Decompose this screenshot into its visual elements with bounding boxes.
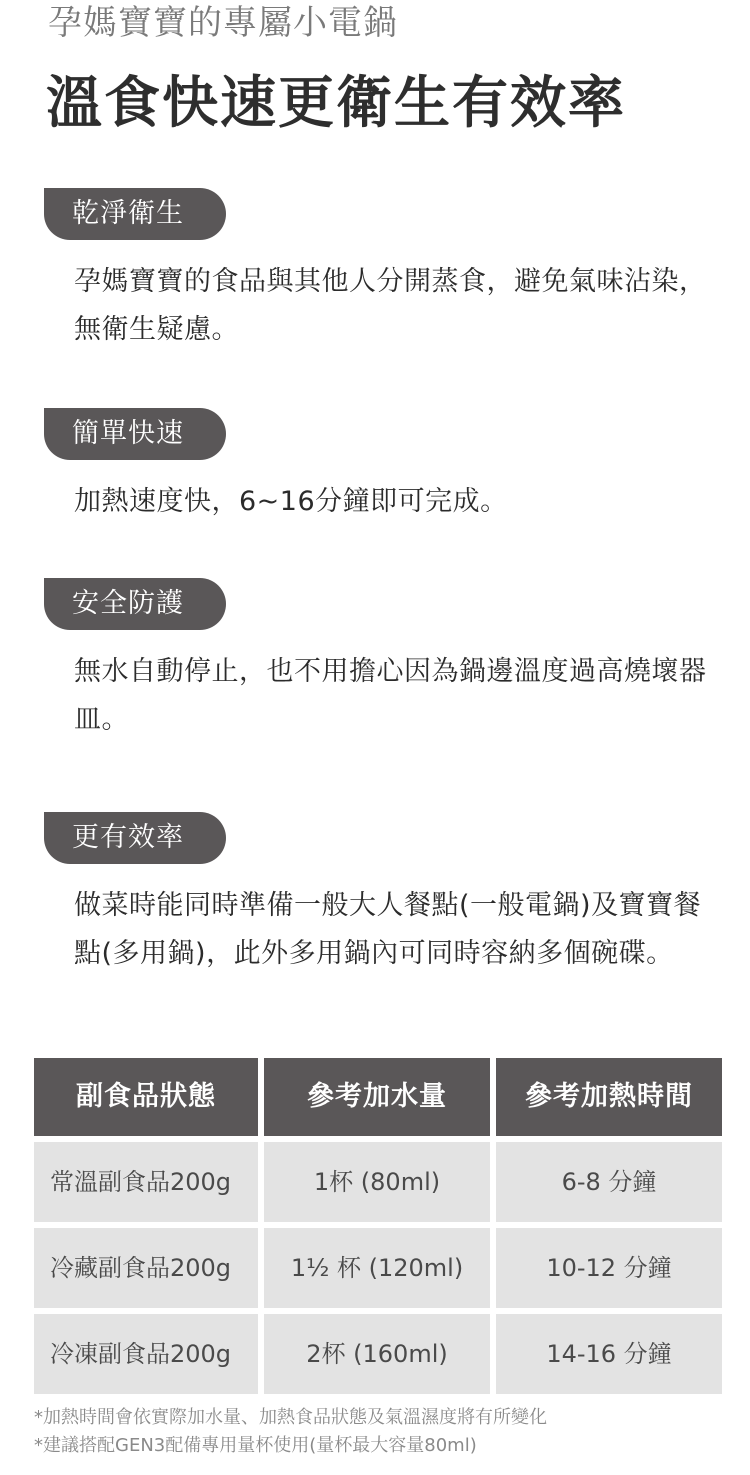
- feature-section-safety: [44, 578, 724, 744]
- feature-badge: 簡單快速: [44, 408, 226, 460]
- table-header-cell: 參考加熱時間: [496, 1058, 722, 1136]
- footnote: *加熱時間會依實際加水量、加熱食品狀態及氣溫濕度將有所變化: [34, 1407, 547, 1428]
- table-cell-state: 冷凍副食品200g: [34, 1314, 258, 1394]
- feature-description: 孕媽寶寶的食品與其他人分開蒸食，避免氣味沾染，無衛生疑慮。: [74, 266, 707, 345]
- feature-description: 做菜時能同時準備一般大人餐點(一般電鍋)及寶寶餐點(多用鍋)，此外多用鍋內可同時容納多個碗碟。: [74, 890, 702, 969]
- footnotes: [34, 1404, 547, 1460]
- page-subtitle: 孕媽寶寶的專屬小電鍋: [48, 3, 398, 43]
- table-cell-state: 冷藏副食品200g: [34, 1228, 258, 1308]
- feature-section-speed: [44, 408, 724, 526]
- feature-description: 加熱速度快，6~16分鐘即可完成。: [74, 486, 508, 517]
- table-header-cell: 副食品狀態: [34, 1058, 258, 1136]
- table-cell-time: 14-16 分鐘: [496, 1314, 722, 1394]
- feature-badge: 乾淨衛生: [44, 188, 226, 240]
- heating-reference-table: [34, 1058, 722, 1394]
- table-header-cell: 參考加水量: [264, 1058, 490, 1136]
- table-cell-state: 常溫副食品200g: [34, 1142, 258, 1222]
- page-title: 溫食快速更衛生有效率: [46, 71, 626, 136]
- feature-badge: 安全防護: [44, 578, 226, 630]
- table-cell-time: 10-12 分鐘: [496, 1228, 722, 1308]
- feature-badge: 更有效率: [44, 812, 226, 864]
- feature-section-efficiency: [44, 812, 724, 978]
- feature-section-hygiene: [44, 188, 724, 354]
- table-cell-water: 2杯 (160ml): [264, 1314, 490, 1394]
- footnote: *建議搭配GEN3配備專用量杯使用(量杯最大容量80ml): [34, 1435, 477, 1456]
- feature-description: 無水自動停止，也不用擔心因為鍋邊溫度過高燒壞器皿。: [74, 656, 707, 735]
- table-cell-water: 1杯 (80ml): [264, 1142, 490, 1222]
- table-cell-time: 6-8 分鐘: [496, 1142, 722, 1222]
- table-cell-water: 1½ 杯 (120ml): [264, 1228, 490, 1308]
